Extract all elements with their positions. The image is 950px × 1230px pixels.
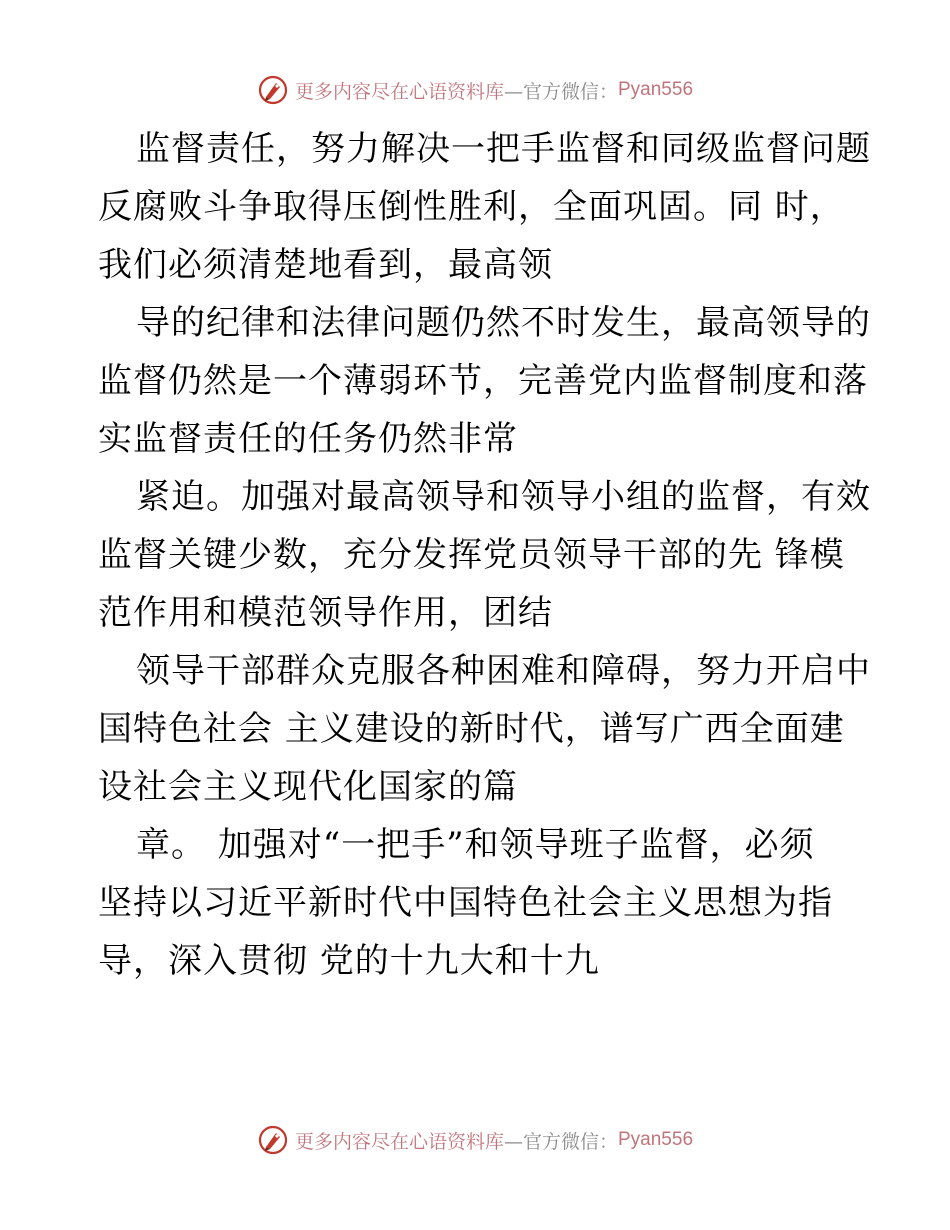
text-line: 领导干部群众克服各种困难和障碍，努力开启中 bbox=[136, 651, 871, 691]
text-line: 设社会主义现代化国家的篇 bbox=[98, 767, 518, 807]
footer-banner-text bbox=[295, 1127, 693, 1154]
text-line: 坚持以习近平新时代中国特色社会主义思想为指 bbox=[98, 883, 833, 923]
text-line: 紧迫。加强对最高领导和领导小组的监督，有效 bbox=[136, 477, 871, 517]
text-line: 导的纪律和法律问题仍然不时发生，最高领导的 bbox=[136, 303, 871, 343]
text-line: 导，深入贯彻 党的十九大和十九 bbox=[98, 941, 600, 981]
text-line: 章。 加强对“一把手”和领导班子监督，必须 bbox=[136, 825, 815, 865]
text-line: 监督责任，努力解决一把手监督和同级监督问题 bbox=[136, 129, 871, 169]
footer-wechat-id: Pyan556 bbox=[618, 1129, 694, 1150]
paragraph-5 bbox=[98, 816, 888, 990]
header-banner-text bbox=[295, 77, 693, 104]
paragraph-2 bbox=[98, 294, 888, 468]
text-line: 国特色社会 主义建设的新时代，谱写广西全面建 bbox=[98, 709, 845, 749]
header-library-text: 更多内容尽在心语资料库 bbox=[294, 80, 504, 103]
paragraph-1 bbox=[98, 120, 888, 294]
text-line: 实监督责任的任务仍然非常 bbox=[98, 419, 518, 459]
footer-banner bbox=[0, 1122, 950, 1158]
text-line: 我们必须清楚地看到，最高领 bbox=[98, 245, 553, 285]
text-line: 监督关键少数，充分发挥党员领导干部的先 锋模 bbox=[98, 535, 845, 575]
text-line: 反腐败斗争取得压倒性胜利，全面巩固。同 时， bbox=[98, 187, 845, 227]
footer-official-text: —官方微信： bbox=[503, 1130, 618, 1153]
document-body bbox=[98, 120, 888, 990]
pen-nib-logo-icon bbox=[257, 1124, 289, 1156]
paragraph-4 bbox=[98, 642, 888, 816]
pen-nib-logo-icon bbox=[257, 74, 289, 106]
paragraph-3 bbox=[98, 468, 888, 642]
header-wechat-id: Pyan556 bbox=[618, 79, 694, 100]
footer-library-text: 更多内容尽在心语资料库 bbox=[294, 1130, 504, 1153]
header-official-text: —官方微信： bbox=[503, 80, 618, 103]
header-banner bbox=[0, 72, 950, 108]
text-line: 范作用和模范领导作用，团结 bbox=[98, 593, 553, 633]
text-line: 监督仍然是一个薄弱环节，完善党内监督制度和落 bbox=[98, 361, 868, 401]
